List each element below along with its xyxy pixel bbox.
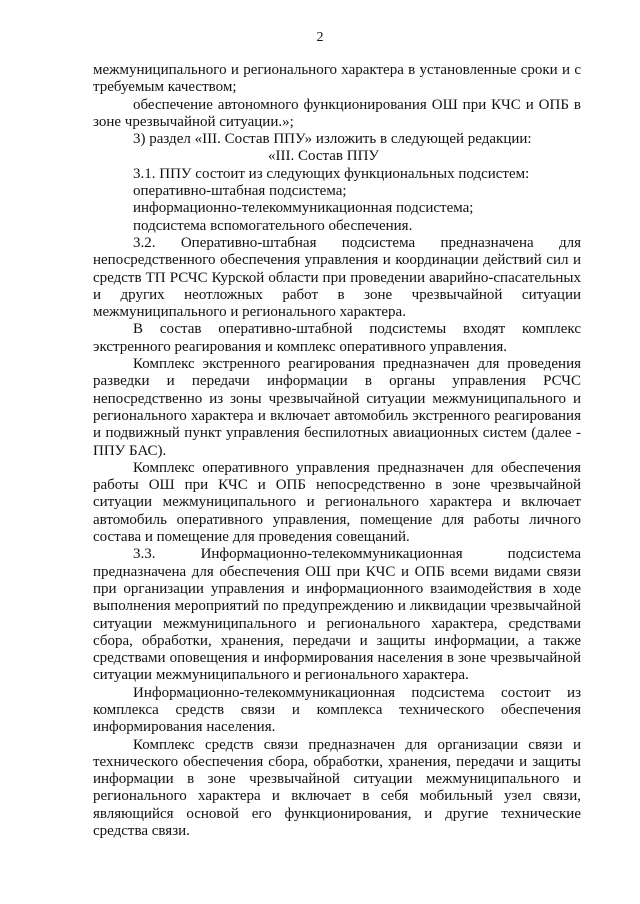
list-item: оперативно-штабная подсистема; (133, 183, 347, 200)
paragraph: Комплекс экстренного реагирования предназначен для проведения разведки и передачи информации в органы управления РСЧС непосредственно из зоны чрезвычайной ситуации межмуниципального и регионального характера и включает автомобиль экстренного реагирования и подвижный пункт управления беспилотных авиационных систем (далее - ППУ БАС). (93, 356, 581, 459)
paragraph: 3.1. ППУ состоит из следующих функциональных подсистем: (133, 165, 530, 182)
paragraph: 3.3. Информационно-телекоммуникационная подсистема предназначена для обеспечения ОШ при КЧС и ОПБ всеми видами связи при организации управления и информационного взаимодействия в ходе выполнения мероприятий по предупреждению и ликвидации чрезвычайной ситуации межмуниципального и регионального характера, средствами сбора, обработки, хранения, передачи и защиты информации, а также средствами оповещения и информирования населения в зоне чрезвычайной ситуации межмуниципального и регионального характера. (93, 546, 581, 684)
paragraph: В состав оперативно-штабной подсистемы входят комплекс экстренного реагирования и комплекс оперативного управления. (93, 321, 581, 355)
list-item: информационно-телекоммуникационная подсистема; (133, 200, 474, 217)
list-item: подсистема вспомогательного обеспечения. (133, 217, 413, 234)
paragraph: межмуниципального и регионального характера в установленные сроки и с требуемым качеством; (93, 62, 581, 96)
paragraph: Комплекс средств связи предназначен для организации связи и технического обеспечения сбора, обработки, хранения, передачи и защиты информации в зоне чрезвычайной ситуации межмуниципального и регионального характера и включает в себя мобильный узел связи, являющийся основой его функционирования, и другие технические средства связи. (93, 736, 581, 840)
paragraph: обеспечение автономного функционирования ОШ при КЧС и ОПБ в зоне чрезвычайной ситуации.»; (93, 96, 581, 130)
paragraph: 3) раздел «III. Состав ППУ» изложить в следующей редакции: (133, 131, 532, 148)
paragraph: Комплекс оперативного управления предназначен для обеспечения работы ОШ при КЧС и ОПБ непосредственно в зоне чрезвычайной ситуации межмуниципального и регионального характера и включает автомобиль оперативного управления, помещение для работы личного состава и помещение для проведения совещаний. (93, 459, 581, 546)
paragraph: 3.2. Оперативно-штабная подсистема предназначена для непосредственного обеспечения управления и координации действий сил и средств ТП РСЧС Курской области при проведении аварийно-спасательных и других неотложных работ в зоне чрезвычайной ситуации межмуниципального и регионального характера. (93, 234, 581, 321)
paragraph: Информационно-телекоммуникационная подсистема состоит из комплекса средств связи и комплекса технического обеспечения информирования населения. (93, 684, 581, 736)
page-number: 2 (316, 30, 324, 45)
document-body (93, 62, 581, 840)
section-heading: «III. Состав ППУ (268, 148, 380, 165)
